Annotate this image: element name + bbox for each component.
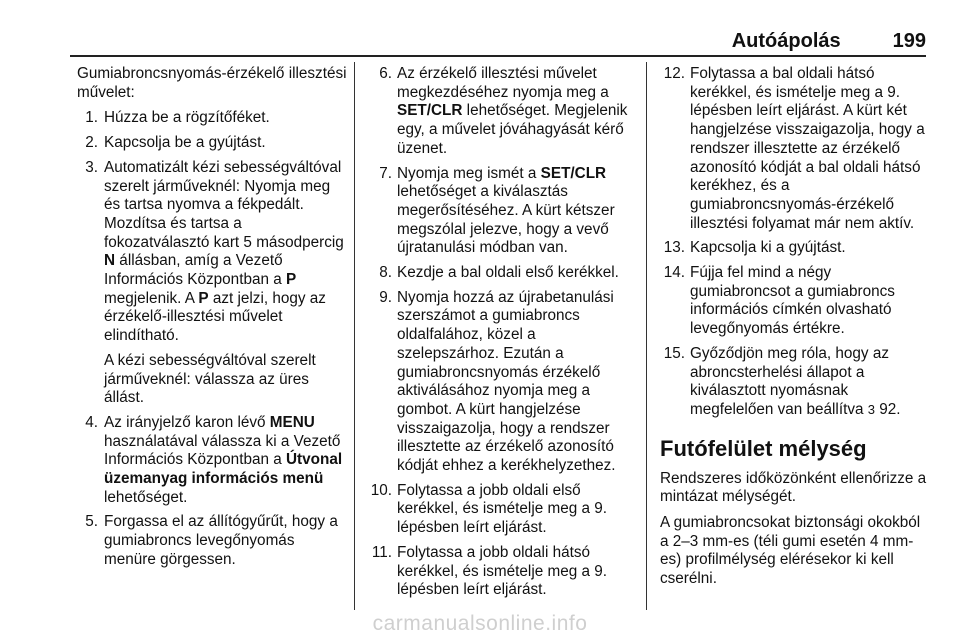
step-number: 7. [379, 164, 392, 182]
step-text: Kapcsolja ki a gyújtást. [690, 239, 846, 257]
label-p: P [285, 271, 297, 289]
step-text: Forgassa el az állítógyűrűt, hogy a gumiabroncs levegőnyomás menüre görgessen. [104, 513, 338, 568]
step-text: Folytassa a jobb oldali hátsó kerékkel, és ismételje meg a 9. lépésben leírt eljárást. [397, 543, 607, 599]
text-run: lehetőséget. [104, 488, 188, 506]
page-header [70, 30, 926, 52]
step-text: Folytassa a jobb oldali első kerékkel, és ismételje meg a 9. lépésben leírt eljárást. [397, 481, 607, 537]
step-text: Fújja fel mind a négy gumiabroncsot a gumiabroncs információs címkén olvasható levegőnyomás értékre. [690, 264, 895, 338]
text-run: Az érzékelő illesztési művelet megkezdéséhez nyomja meg a [397, 65, 609, 101]
step-item [660, 65, 930, 233]
column-divider [354, 62, 355, 610]
step-text [397, 165, 615, 257]
header-rule [70, 55, 926, 57]
step-text: Kezdje a bal oldali első kerékkel. [397, 264, 619, 282]
text-run: Győződjön meg róla, hogy az abroncsterhelési állapot a kiválasztott nyomásnak megfelelően van beállítva [690, 344, 889, 418]
step-number: 9. [379, 288, 392, 306]
label-set-clr: SET/CLR [397, 102, 463, 120]
step-text: Folytassa a bal oldali hátsó kerékkel, és ismételje meg a 9. lépésben leírt eljárást. A kürt két hangjelzése visszaigazolja, hogy a rendszer illesztette az érzékelő azonosító kódját a bal oldali hátsó kerékhez, és a gumiabroncsnyomás-érzékelő illesztési folyamat már nem aktív. [690, 65, 925, 232]
step-number: 3. [85, 158, 98, 176]
step-number: 10. [370, 481, 392, 499]
section-heading: Futófelület mélység [660, 435, 867, 461]
label-n: N [104, 252, 116, 270]
text-run: lehetőséget. Megjelenik egy, a művelet jóváhagyását kérő üzenet. [397, 102, 628, 157]
step-note: A kézi sebességváltóval szerelt járműveknél: válassza az üres állást. [104, 351, 316, 407]
text-run: lehetőséget a kiválasztás megerősítéséhez. A kürt kétszer megszólal jelezve, hogy a vevő újratanulási módban van. [397, 183, 615, 257]
label-menu-option: Útvonal üzemanyag információs menü [104, 451, 343, 488]
step-number: 15. [663, 344, 685, 362]
page-reference-icon: 3 [867, 401, 875, 417]
step-item [77, 109, 347, 128]
label-set-clr: SET/CLR [540, 164, 607, 182]
step-item [367, 544, 637, 600]
step-number: 6. [379, 65, 392, 82]
step-number: 12. [663, 65, 685, 82]
step-number: 1. [85, 109, 98, 127]
step-text: Húzza be a rögzítőféket. [104, 109, 270, 127]
step-item [660, 264, 930, 339]
step-text [690, 345, 900, 418]
step-number: 4. [85, 413, 98, 431]
step-text [104, 159, 344, 344]
step-item [367, 289, 637, 476]
step-text [397, 65, 627, 157]
step-number: 2. [85, 134, 98, 152]
step-text [104, 414, 342, 506]
step-number: 8. [379, 264, 392, 282]
step-number: 5. [85, 513, 98, 531]
column-divider [646, 62, 647, 610]
text-run: azt jelzi, hogy az érzékelő-illesztési művelet elindítható. [104, 289, 326, 345]
text-run: Az irányjelző karon lévő [104, 413, 270, 431]
text-run: Nyomja meg ismét a [397, 164, 541, 182]
step-item [77, 134, 347, 153]
step-item [660, 345, 930, 420]
text-run: Automatizált kézi sebességváltóval szerelt járműveknél: Nyomja meg és tartsa nyomva a fékpedált. Mozdítsa és tartsa a fokozatválasztó kart 5 másodpercig [104, 158, 344, 251]
intro-text: Gumiabroncsnyomás-érzékelő illesztési művelet: [77, 65, 347, 101]
step-item [367, 482, 637, 538]
text-run: használatával válassza ki a Vezető Információs Központban a [104, 432, 341, 469]
step-number: 13. [663, 239, 685, 257]
step-item [77, 159, 347, 346]
step-text: Nyomja hozzá az újrabetanulási szerszámot a gumiabroncs oldalfalához, közel a szelepszárhoz. Ezután a gumiabroncsnyomás érzékelő aktiválásához nyomja meg a gombot. A kürt hangjelzése visszaigazolja, hogy a rendszer illesztette az érzékelő azonosító kódját ehhez a kerékhelyzethez. [397, 288, 616, 475]
column-3 [660, 65, 930, 596]
page-number: 199 [892, 30, 926, 52]
step-item [367, 264, 637, 283]
step-item [367, 165, 637, 259]
step-item [660, 239, 930, 258]
text-run: megjelenik. A [104, 289, 199, 307]
step-item [367, 65, 637, 159]
step-number: 11. [371, 543, 392, 561]
page-reference[interactable]: 92. [874, 400, 901, 418]
label-menu: MENU [269, 413, 315, 431]
label-p: P [198, 289, 209, 307]
step-item [77, 513, 347, 569]
section-paragraph: Rendszeres időközönként ellenőrizze a mintázat mélységét. [660, 469, 927, 506]
step-text: Kapcsolja be a gyújtást. [104, 134, 266, 152]
column-1 [77, 65, 347, 576]
step-item [77, 414, 347, 508]
watermark: carmanualsonline.info [372, 612, 588, 635]
text-run: állásban, amíg a Vezető Információs Központban a [104, 252, 286, 289]
section-paragraph: A gumiabroncsokat biztonsági okokból a 2–3 mm-es (téli gumi esetén 4 mm-es) profilmélység elérésekor ki kell cserélni. [660, 514, 921, 588]
column-2 [367, 65, 637, 606]
page-title: Autóápolás [731, 30, 841, 52]
step-number: 14. [663, 264, 685, 282]
